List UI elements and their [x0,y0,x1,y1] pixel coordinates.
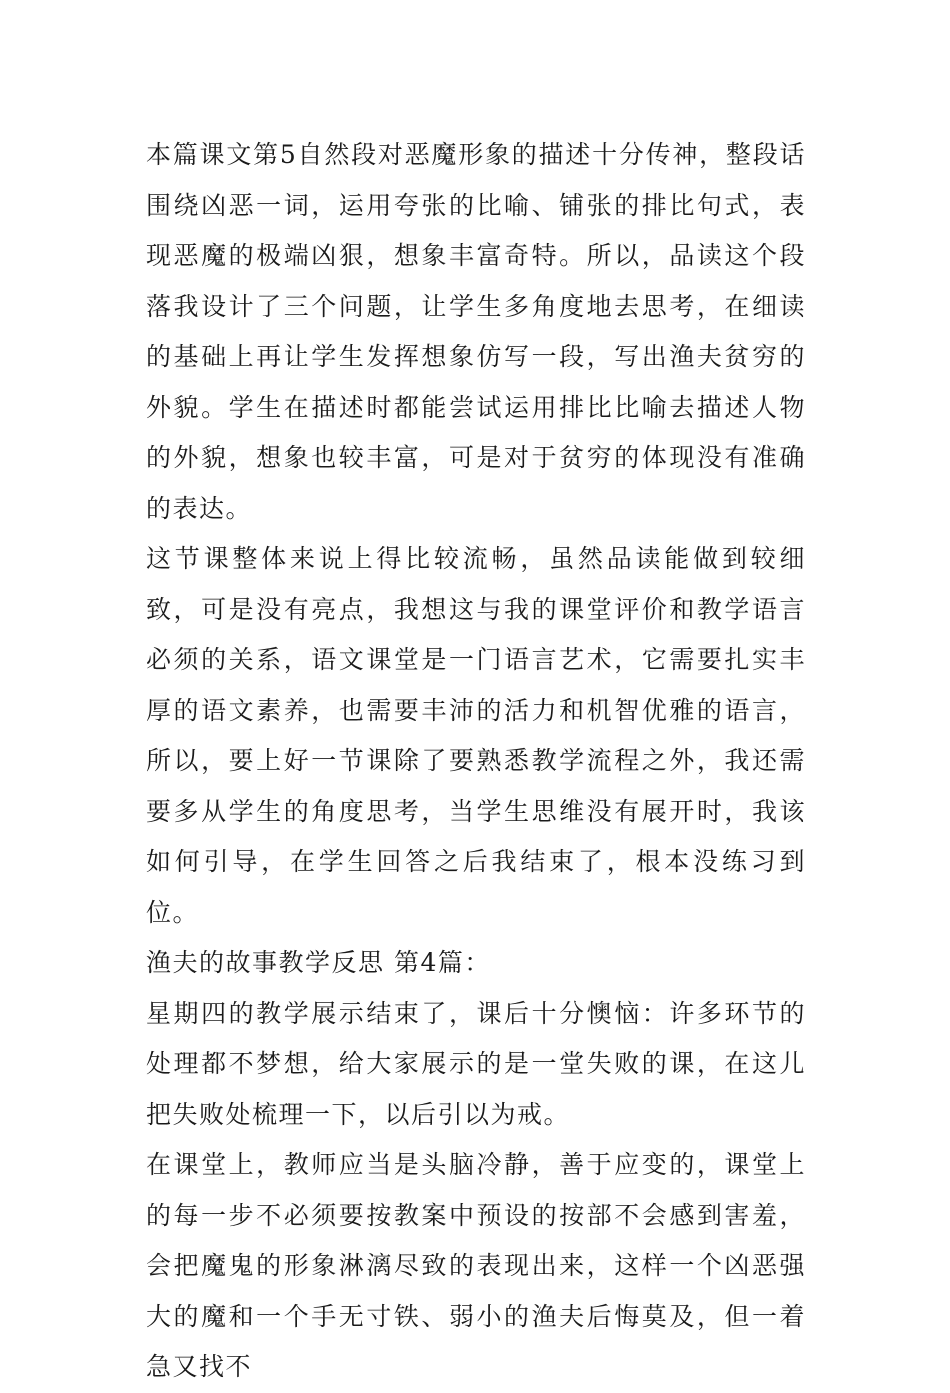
paragraph-1: 本篇课文第5自然段对恶魔形象的描述十分传神，整段话围绕凶恶一词，运用夸张的比喻、铺张的排比句式，表现恶魔的极端凶狠，想象丰富奇特。所以，品读这个段落我设计了三个问题，让学生多角度地去思考，在细读的基础上再让学生发挥想象仿写一段，写出渔夫贫穷的外貌。学生在描述时都能尝试运用排比比喻去描述人物的外貌，想象也较丰富，可是对于贫穷的体现没有准确的表达。 [146,140,806,523]
paragraph-4: 在课堂上，教师应当是头脑冷静，善于应变的，课堂上的每一步不必须要按教案中预设的按部不会感到害羞，会把魔鬼的形象淋漓尽致的表现出来，这样一个凶恶强大的魔和一个手无寸铁、弱小的渔夫后悔莫及，但一着急又找不 [146,1150,806,1381]
paragraph-3: 星期四的教学展示结束了，课后十分懊恼：许多环节的处理都不梦想，给大家展示的是一堂失败的课，在这儿把失败处梳理一下，以后引以为戒。 [146,998,806,1129]
paragraph-2: 这节课整体来说上得比较流畅，虽然品读能做到较细致，可是没有亮点，我想这与我的课堂评价和教学语言必须的关系，语文课堂是一门语言艺术，它需要扎实丰厚的语文素养，也需要丰沛的活力和机智优雅的语言，所以，要上好一节课除了要熟悉教学流程之外，我还需要多从学生的角度思考，当学生思维没有展开时，我该如何引导，在学生回答之后我结束了，根本没练习到位。 [146,544,806,927]
document-body [146,130,806,1393]
section-heading: 渔夫的故事教学反思 第4篇： [146,948,491,977]
